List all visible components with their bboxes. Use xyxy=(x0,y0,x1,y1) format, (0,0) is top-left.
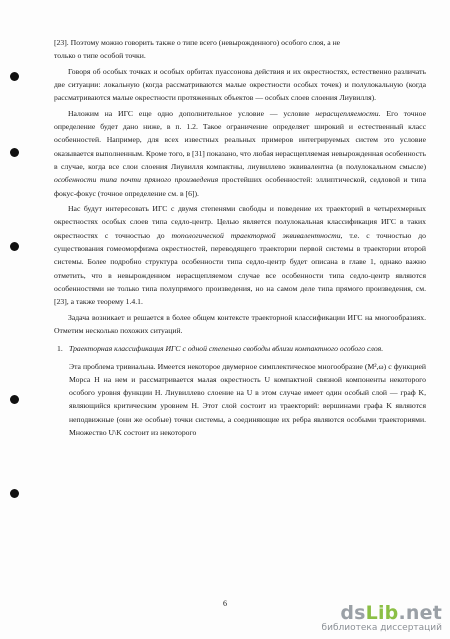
paragraph-3-part-c: простейших особенностей: эллиптической, седловой и типа фокус-фокус (точное определение см. в [6]). xyxy=(54,175,426,198)
list-item-body: Эта проблема тривиальна. Имеется некоторое двумерное симплектическое многообразие (M²,ω) с функцией Морса H на нем и рассматривается малая окрестность U компактной связной компоненты некоторого особого уровня функции H. Лиувиллево слоение на U в этом случае имеет один особый слой — граф K, являющийся критическим уровнем H. Этот слой состоит из траекторий: вершинами графа K являются неподвижные (они же особые) точки системы, а соединяющие их ребра являются особыми траекториями. Множество U\K состоит из некоторого xyxy=(69,361,426,438)
paragraph-4 xyxy=(54,202,426,308)
watermark xyxy=(322,603,442,633)
binder-hole xyxy=(10,72,19,81)
page-number: 6 xyxy=(223,599,227,608)
watermark-logo: dsLib.net xyxy=(340,602,442,624)
paragraph-1 xyxy=(54,36,426,63)
paragraph-3-part-b: . Его точное определение будет дано ниже, в п. 1.2. Такое ограничение определяет широкий и естественный класс особенностей. Например, для всех известных реальных примеров интегрируемых систем это условие оказывается выполненным. Кроме того, в [31] показано, что любая нерасщепляемая невырожденная особенность в случае, когда все слои слоения Лиувилля компактны, лиувиллево эквивалентна (в полулокальном смысле) xyxy=(54,108,427,172)
paragraph-1-line-2: только о типе особой точки. xyxy=(54,51,146,61)
watermark-subtitle: библиотека диссертаций xyxy=(321,623,442,633)
paragraph-5: Задача возникает и решается в более общем контексте траекторной классификации ИГС на многообразиях. Отметим несколько похожих ситуаций. xyxy=(54,312,426,335)
paragraph-3 xyxy=(54,107,426,200)
term-almost-direct-product: особенности типа почти прямого произведения xyxy=(54,175,219,185)
term-topological-orbital-equivalence: топологической траекторной эквивалентности xyxy=(171,230,341,240)
list-item-1 xyxy=(54,342,426,439)
list-item-number: 1. xyxy=(57,344,63,354)
document-body xyxy=(54,36,426,442)
binder-hole xyxy=(10,395,19,404)
binder-hole xyxy=(10,489,19,498)
list-item-heading: Траекторная классификация ИГС с одной степенью свободы вблизи компактного особого слоя. xyxy=(69,344,384,354)
paragraph-2: Говоря об особых точках и особых орбитах пуассонова действия и их окрестностях, естественно различать две ситуации: локальную (когда рассматриваются малые окрестности особых точек) и полулокальную (когда рассматриваются малые окрестности протяженных объектов — особых слоев слоения Лиувилля). xyxy=(54,66,426,103)
paragraph-3-part-a: Наложим на ИГС еще одно дополнительное условие — условие xyxy=(68,108,316,118)
term-non-splittability: нерасщепляемости xyxy=(315,108,379,118)
paragraph-4-part-a: Нас будут интересовать ИГС с двумя степенями свободы и поведение их траекторий в четырехмерных окрестностях особых слоев типа седло-центр. Целью является полулокальная классификация ИГС в таких окрестностях с точностью до xyxy=(54,204,426,240)
binder-hole xyxy=(10,242,19,251)
paragraph-1-line-1: [23]. Поэтому можно говорить также о типе всего (невырожденного) особого слоя, а не xyxy=(54,38,341,47)
binder-hole xyxy=(10,148,19,157)
paragraph-4-part-b: , т.е. с точностью до существования гомеоморфизма окрестностей, переводящего траектории первой системы в траектории второй системы. Более подробно структура особенности типа седло-центр будет описана в главе 1, однако важно отметить, что в невырожденном нерасщепляемом случае все особенности типа седло-центр являются особенностями не только типа полупрямого произведения, но на самом деле типа прямого произведения, см. [23], а также теорему 1.4.1. xyxy=(54,230,426,307)
